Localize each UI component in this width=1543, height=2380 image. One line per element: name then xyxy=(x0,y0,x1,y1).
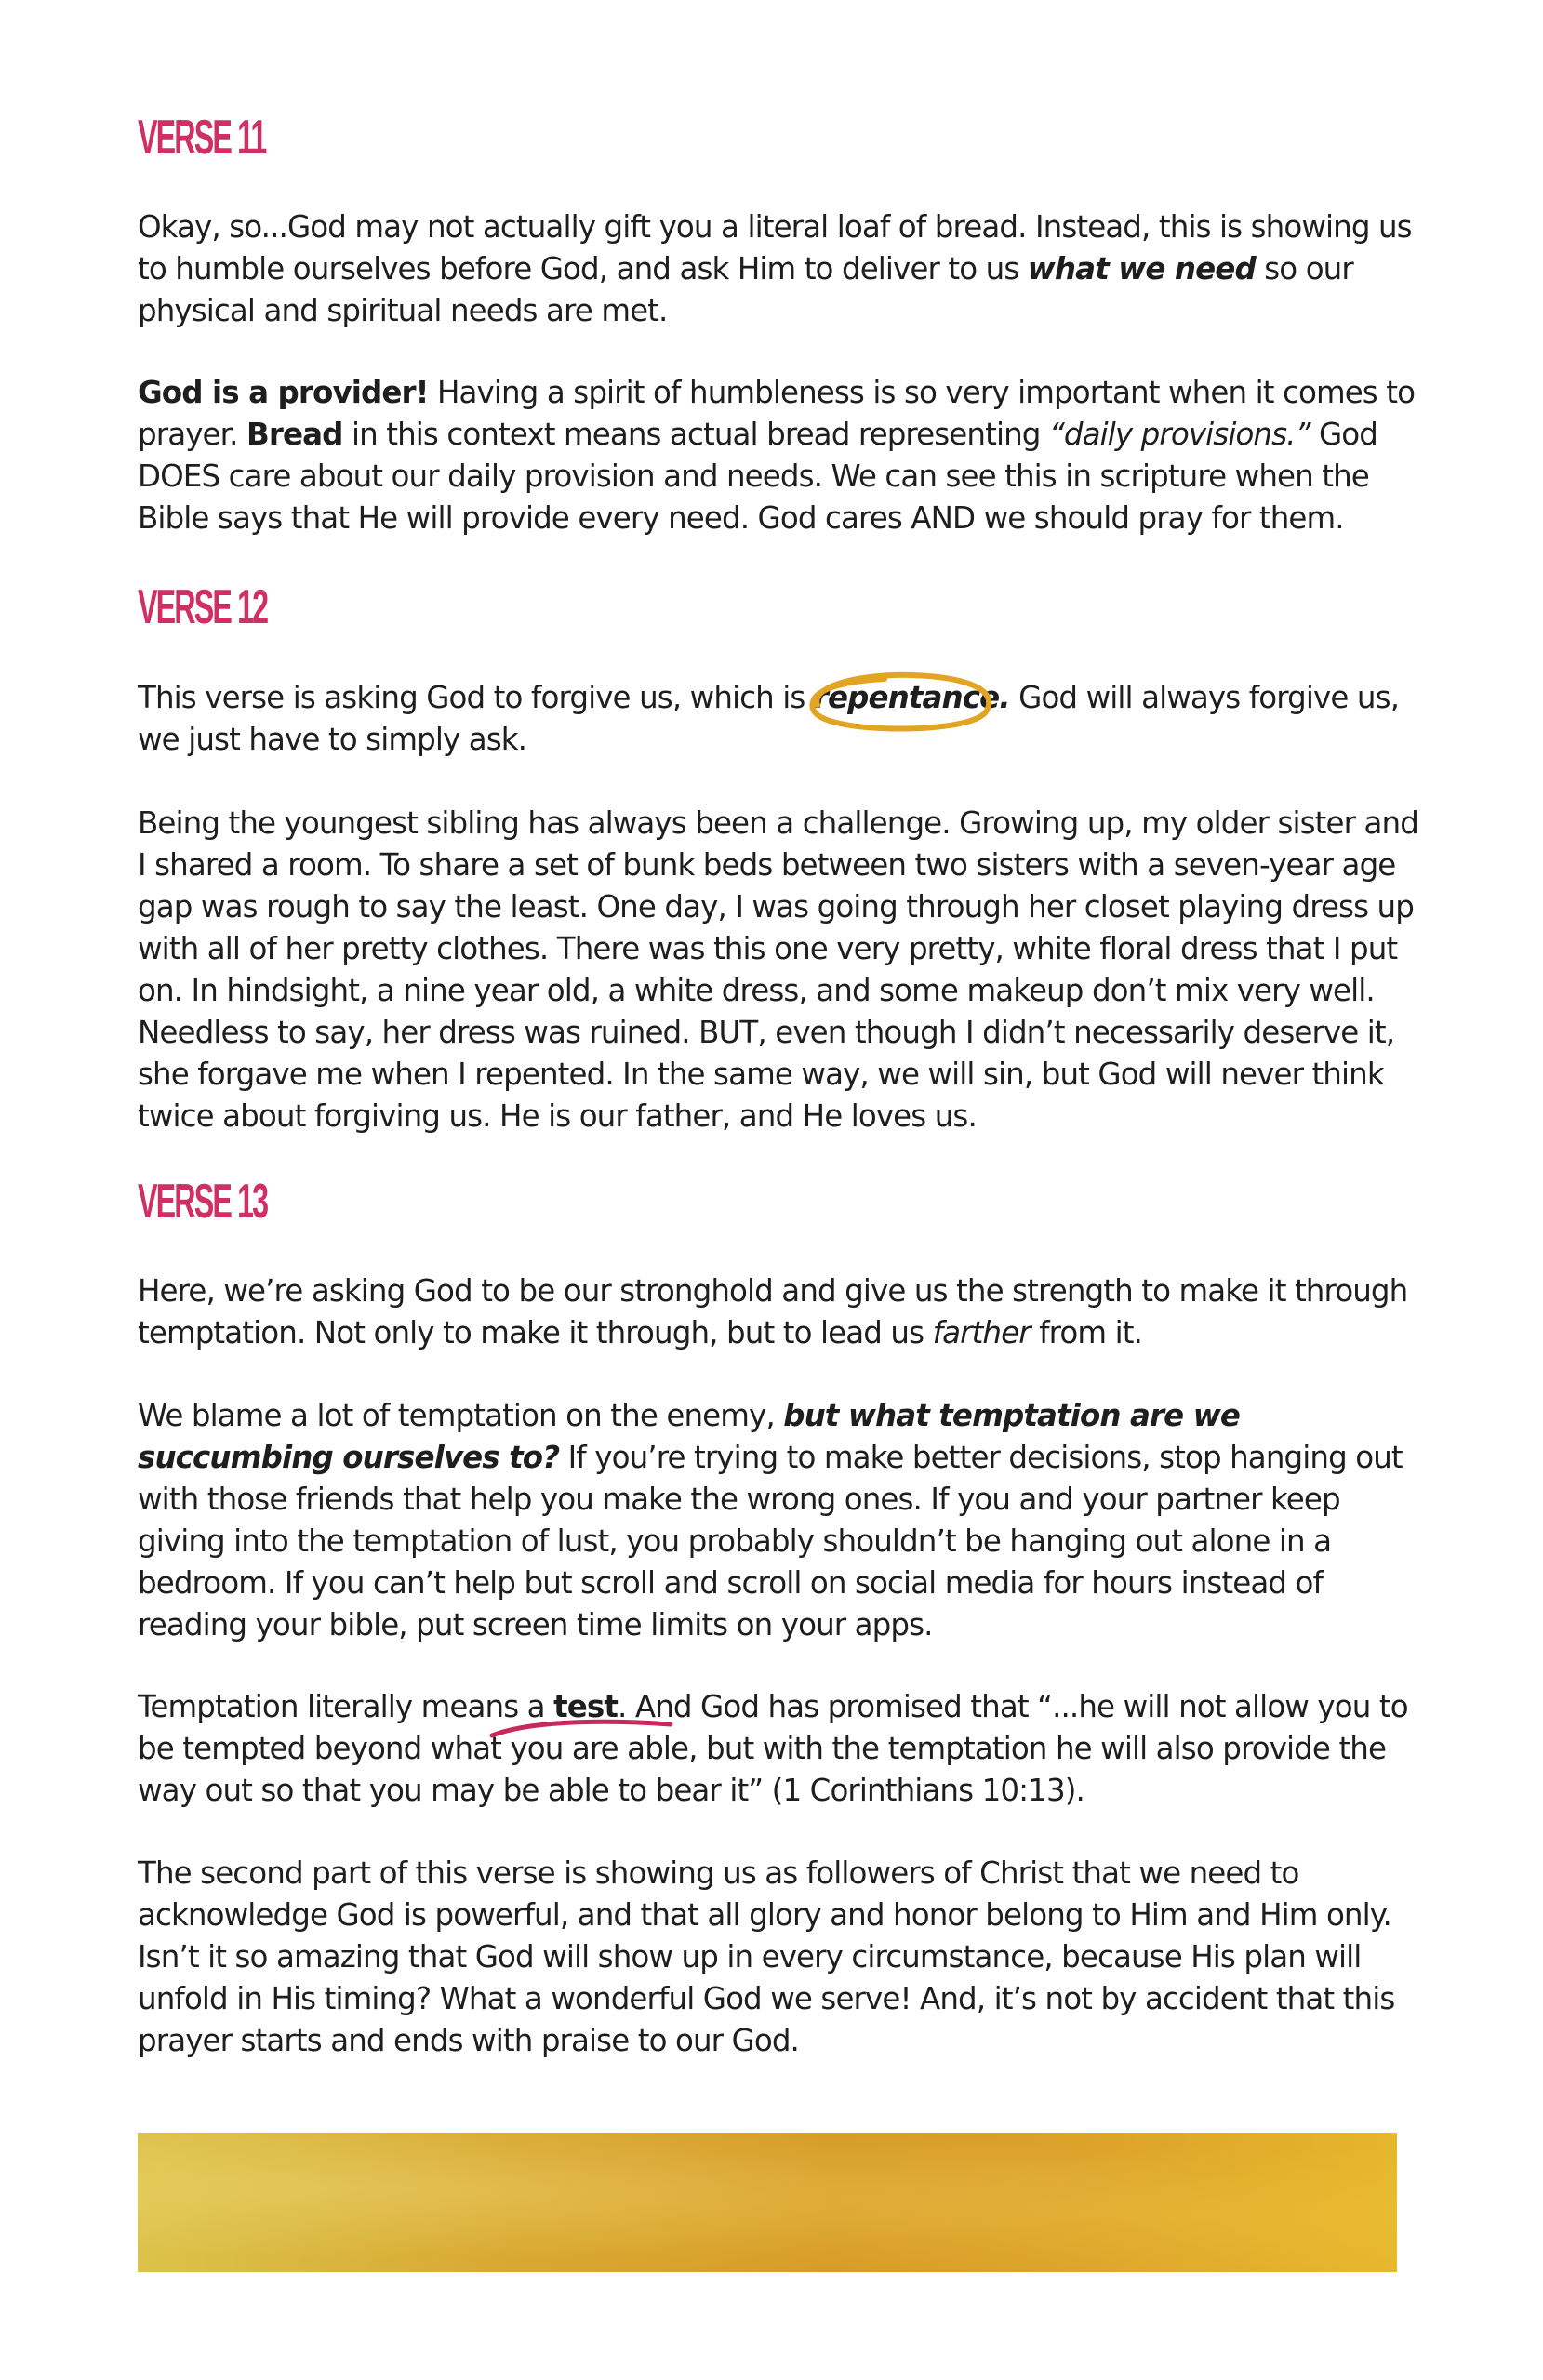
verse-11-paragraph-1 xyxy=(138,206,1421,332)
verse-11-p2-strong-provider: God is a provider! xyxy=(138,375,429,410)
verse-13-p3-text-b: . And God has promised that “...he will not allow you to be tempted beyond what you are able, but with the temptation he will also provide the way out so that you may be able to bear it” (1 Corinthians 10:13). xyxy=(138,1689,1408,1808)
verse-13-p1-text-b: from it. xyxy=(1030,1315,1142,1350)
verse-13-heading: VERSE 13 xyxy=(138,1175,268,1229)
verse-11-p2-strong-bread: Bread xyxy=(246,417,343,452)
verse-13-p3-text-a: Temptation literally means a xyxy=(138,1689,554,1724)
verse-13-p2-text-a: We blame a lot of temptation on the enemy, xyxy=(138,1398,784,1433)
verse-12-p1-text-b: God will always forgive us, we just have to simply ask. xyxy=(138,680,1400,757)
verse-13-paragraph-4: The second part of this verse is showing us as followers of Christ that we need to acknowledge God is powerful, and that all glory and honor belong to Him and Him only. Isn’t it so amazing that God will show up in every circumstance, because His plan will unfold in His timing? What a wonderful God we serve! And, it’s not by accident that this prayer starts and ends with praise to our God. xyxy=(138,1855,1395,2058)
verse-11-p1-emphasis: what we need xyxy=(1027,251,1256,286)
verse-13-paragraph-1 xyxy=(138,1270,1421,1354)
repentance-circled-word xyxy=(814,677,1010,719)
verse-11-p2-text-a: Having a spirit of humbleness is so very important when it comes to prayer. xyxy=(138,375,1416,452)
test-underlined-word xyxy=(553,1686,618,1728)
verse-13-p2-text-b: If you’re trying to make better decisions, stop hanging out with those friends that help you make the wrong ones. If you and your partner keep giving into the temptation of lust, you probably shouldn’t be hanging out alone in a bedroom. If you can’t help but scroll and scroll on social media for hours instead of reading your bible, put screen time limits on your apps. xyxy=(138,1440,1403,1642)
verse-11-p1-text-b: so our physical and spiritual needs are met. xyxy=(138,251,1353,328)
verse-13-p2-emphasis: but what temptation are we succumbing ourselves to? xyxy=(138,1398,1241,1475)
verse-11-p2-text-c: God DOES care about our daily provision and needs. We can see this in scripture when the Bible says that He will provide every need. God cares AND we should pray for them. xyxy=(138,417,1377,536)
verse-13-paragraph-2 xyxy=(138,1395,1421,1646)
verse-12-paragraph-2: Being the youngest sibling has always been a challenge. Growing up, my older sister and I shared a room. To share a set of bunk beds between two sisters with a seven-year age gap was rough to say the least. One day, I was going through her closet playing dress up with all of her pretty clothes. There was this one very pretty, white floral dress that I put on. In hindsight, a nine year old, a white dress, and some makeup don’t mix very well. Needless to say, her dress was ruined. BUT, even though I didn’t necessarily deserve it, she forgave me when I repented. In the same way, we will sin, but God will never think twice about forgiving us. He is our father, and He loves us. xyxy=(138,805,1418,1134)
verse-13-p1-text-a: Here, we’re asking God to be our stronghold and give us the strength to make it through temptation. Not only to make it through, but to lead us xyxy=(138,1273,1408,1350)
test-word: test xyxy=(553,1689,618,1724)
verse-11-paragraph-2 xyxy=(138,372,1421,539)
verse-13-p1-emphasis: farther xyxy=(932,1315,1031,1350)
verse-12-paragraph-1 xyxy=(138,677,1421,761)
verse-11-p2-emphasis: “daily provisions.” xyxy=(1048,417,1310,452)
verse-13-paragraph-3 xyxy=(138,1686,1421,1812)
verse-11-p1-text-a: Okay, so...God may not actually gift you a literal loaf of bread. Instead, this is showing us to humble ourselves before God, and ask Him to deliver to us xyxy=(138,209,1412,286)
repentance-word: repentance. xyxy=(813,680,1010,715)
verse-11-p2-text-b: in this context means actual bread representing xyxy=(342,417,1049,452)
verse-12-heading: VERSE 12 xyxy=(138,580,268,634)
verse-12-p1-text-a: This verse is asking God to forgive us, which is xyxy=(138,680,814,715)
verse-11-heading: VERSE 11 xyxy=(138,111,266,165)
gold-footer-band xyxy=(138,2133,1397,2272)
